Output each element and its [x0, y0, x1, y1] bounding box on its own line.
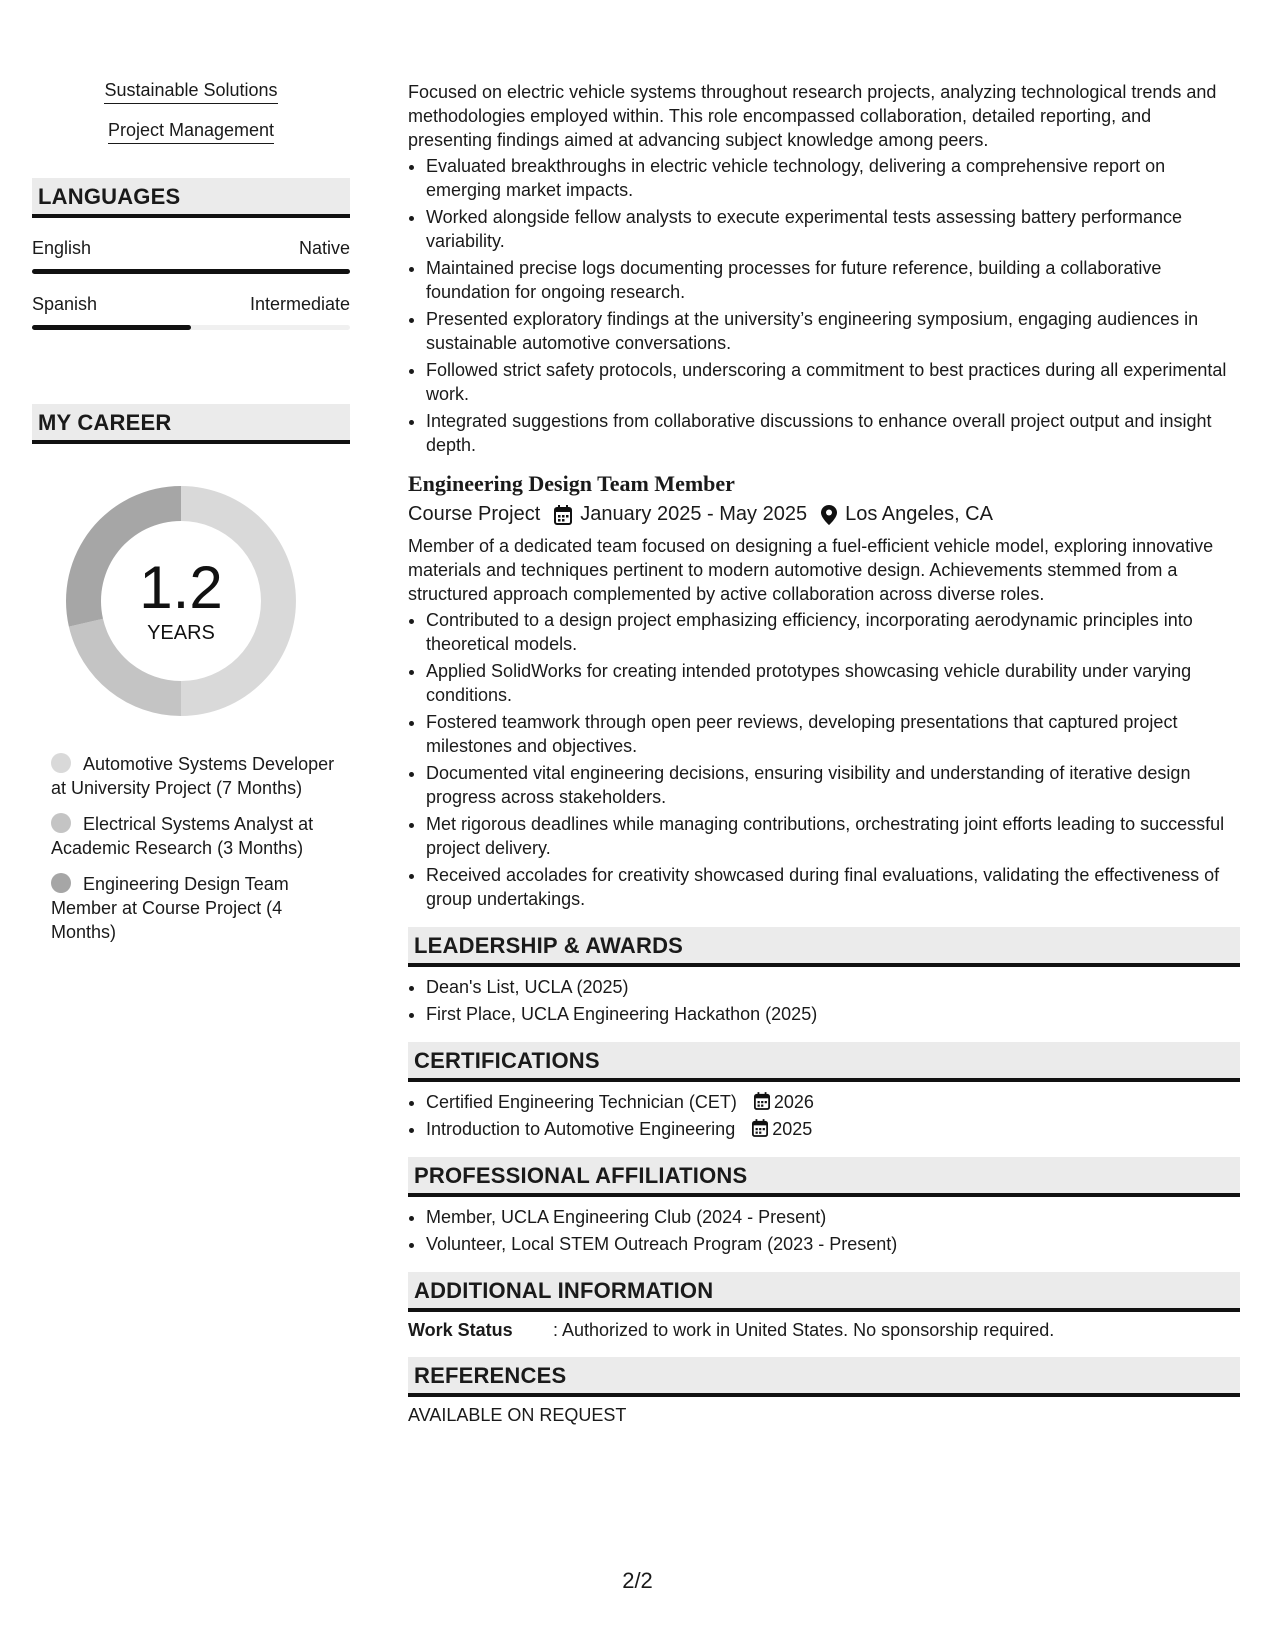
list-item: • Certified Engineering Technician (CET) 2026	[426, 1090, 1240, 1114]
language-bar	[32, 325, 350, 330]
job-location: Los Angeles, CA	[845, 503, 993, 525]
main-content	[408, 80, 1240, 1426]
list-item: • Evaluated breakthroughs in electric vehicle technology, delivering a comprehensive report on emerging market impacts.	[426, 154, 1240, 202]
list-item: • Met rigorous deadlines while managing contributions, orchestrating joint efforts leading to successful project delivery.	[426, 812, 1240, 860]
language-bar-fill	[32, 325, 191, 330]
legend-item: Engineering Design Team Member at Course Project (4 Months)	[51, 874, 289, 942]
calendar-icon	[554, 505, 572, 525]
affiliations-list	[408, 1205, 1240, 1256]
leadership-heading: LEADERSHIP & AWARDS	[408, 927, 1240, 967]
language-item	[32, 294, 350, 330]
cert-year: 2025	[772, 1119, 813, 1139]
page-number: 2/2	[622, 1568, 653, 1593]
list-item: • Contributed to a design project emphasizing efficiency, incorporating aerodynamic principles into theoretical models.	[426, 608, 1240, 656]
cert-year: 2026	[773, 1092, 814, 1112]
language-item	[32, 238, 350, 274]
job-meta	[408, 503, 1240, 526]
job-dates: January 2025 - May 2025	[580, 503, 808, 525]
additional-heading: ADDITIONAL INFORMATION	[408, 1272, 1240, 1312]
list-item: • Introduction to Automotive Engineering 2025	[426, 1117, 1240, 1141]
legend-dot	[51, 753, 71, 773]
list-item: • Member, UCLA Engineering Club (2024 - Present)	[426, 1205, 1240, 1229]
list-item: • Applied SolidWorks for creating intended prototypes showcasing vehicle durability under varying conditions.	[426, 659, 1240, 707]
job-summary: Focused on electric vehicle systems throughout research projects, analyzing technological trends and methodologies employed within. This role encompassed collaboration, detailed reporting, and presenting findings aimed at advancing subject knowledge among peers.	[408, 82, 1217, 150]
skill-tag: Project Management	[32, 120, 350, 144]
career-donut	[66, 486, 296, 716]
list-item: • Dean's List, UCLA (2025)	[426, 975, 1240, 999]
legend-dot	[51, 813, 71, 833]
list-item: • Volunteer, Local STEM Outreach Program (2023 - Present)	[426, 1232, 1240, 1256]
additional-key: Work Status	[408, 1320, 513, 1340]
list-item: • Presented exploratory findings at the university’s engineering symposium, engaging audiences in sustainable automotive conversations.	[426, 307, 1240, 355]
references-heading: REFERENCES	[408, 1357, 1240, 1397]
leadership-list	[408, 975, 1240, 1026]
languages-heading: LANGUAGES	[32, 178, 350, 218]
language-bar	[32, 269, 350, 274]
map-pin-icon	[821, 505, 837, 525]
language-name: English	[32, 238, 92, 258]
job-bullets	[408, 608, 1240, 911]
references-text: AVAILABLE ON REQUEST	[408, 1405, 627, 1425]
list-item: • Maintained precise logs documenting processes for future reference, building a collaborative foundation for ongoing research.	[426, 256, 1240, 304]
list-item: • Fostered teamwork through open peer reviews, developing presentations that captured project milestones and objectives.	[426, 710, 1240, 758]
language-level: Native	[298, 238, 350, 258]
sidebar	[32, 80, 350, 956]
job-title: Engineering Design Team Member	[408, 471, 735, 496]
skill-tag: Sustainable Solutions	[32, 80, 350, 104]
job-bullets	[408, 154, 1240, 457]
career-heading: MY CAREER	[32, 404, 350, 444]
list-item: • Received accolades for creativity showcased during final evaluations, validating the effectiveness of group undertakings.	[426, 863, 1240, 911]
career-unit: YEARS	[147, 622, 215, 644]
language-bar-fill	[32, 269, 350, 274]
list-item: • Worked alongside fellow analysts to execute experimental tests assessing battery performance variability.	[426, 205, 1240, 253]
career-total: 1.2	[139, 554, 223, 621]
list-item: • Followed strict safety protocols, underscoring a commitment to best practices during all experimental work.	[426, 358, 1240, 406]
calendar-icon	[752, 1119, 768, 1137]
calendar-icon	[754, 1092, 770, 1110]
affiliations-heading: PROFESSIONAL AFFILIATIONS	[408, 1157, 1240, 1197]
list-item: • First Place, UCLA Engineering Hackathon (2025)	[426, 1002, 1240, 1026]
job-org: Course Project	[408, 503, 541, 525]
career-legend	[51, 752, 341, 944]
additional-row	[408, 1320, 1240, 1341]
legend-item: Automotive Systems Developer at University Project (7 Months)	[51, 754, 335, 798]
language-name: Spanish	[32, 294, 98, 314]
legend-item: Electrical Systems Analyst at Academic Research (3 Months)	[51, 814, 314, 858]
additional-value: : Authorized to work in United States. No sponsorship required.	[553, 1320, 1055, 1340]
list-item: • Documented vital engineering decisions, ensuring visibility and understanding of iterative design progress across stakeholders.	[426, 761, 1240, 809]
certifications-heading: CERTIFICATIONS	[408, 1042, 1240, 1082]
job-summary: Member of a dedicated team focused on designing a fuel-efficient vehicle model, exploring innovative materials and techniques pertinent to modern automotive design. Achievements stemmed from a structured approach complemented by active collaboration across diverse roles.	[408, 536, 1214, 604]
list-item: • Integrated suggestions from collaborative discussions to enhance overall project output and insight depth.	[426, 409, 1240, 457]
language-level: Intermediate	[249, 294, 350, 314]
certifications-list	[408, 1090, 1240, 1141]
legend-dot	[51, 873, 71, 893]
